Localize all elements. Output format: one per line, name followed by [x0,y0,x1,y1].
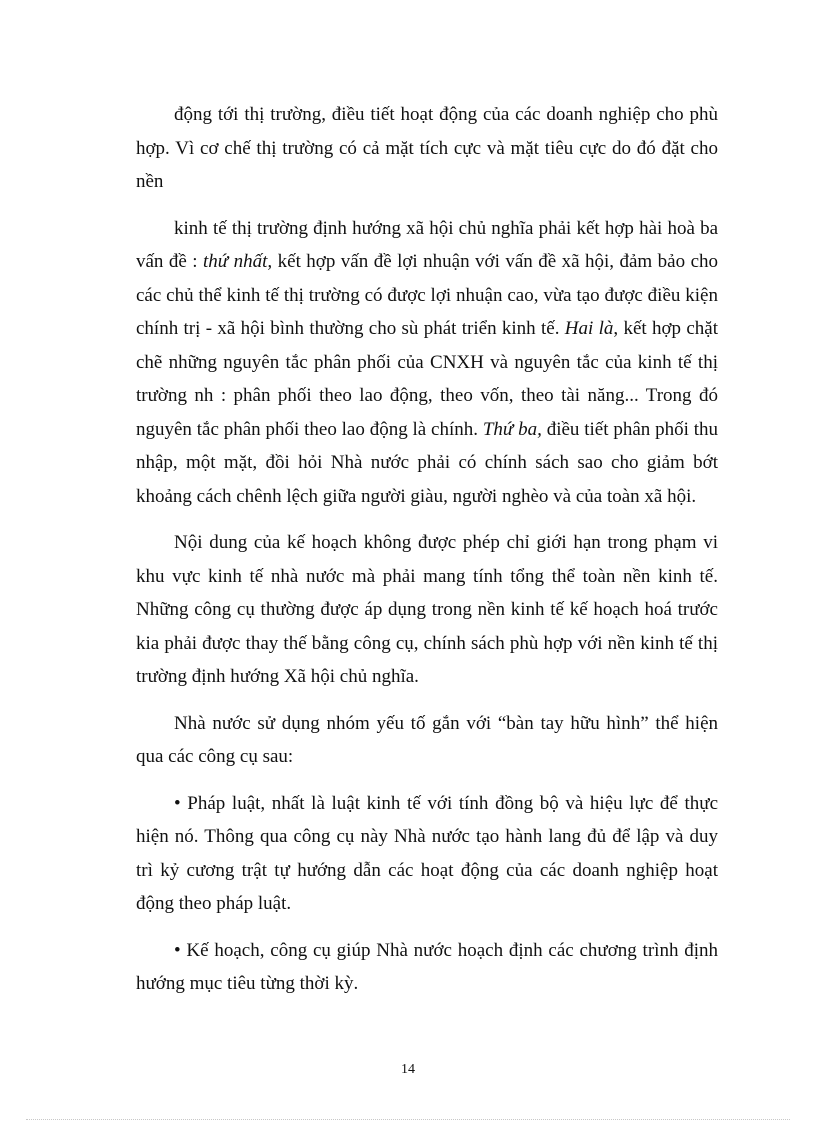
paragraph-4 [136,707,718,774]
italic-run: Hai là [564,318,614,339]
page-number: 14 [401,1062,415,1077]
paragraph-3 [136,526,718,694]
text-run: • Pháp luật, nhất là luật kinh tế với tính đồng bộ và hiệu lực để thực hiện nó. Thông qua công cụ này Nhà nước tạo hành lang đủ để lập và duy trì kỷ cương trật tự hướng dẫn các hoạt động của các doanh nghiệp hoạt động theo pháp luật. [136,792,718,914]
text-run: Nội dung của kế hoạch không được phép chỉ giới hạn trong phạm vi khu vực kinh tế nhà nước mà phải mang tính tổng thể toàn nền kinh tế. Những công cụ thường được áp dụng trong nền kinh tế kế hoạch hoá trước kia phải được thay thế bằng công cụ, chính sách phù hợp với nền kinh tế thị trường định hướng Xã hội chủ nghĩa. [136,532,718,687]
text-run: • Kế hoạch, công cụ giúp Nhà nước hoạch định các chương trình định hướng mục tiêu từng thời kỳ. [136,939,718,994]
text-run: Nhà nước sử dụng nhóm yếu tố gắn với “bàn tay hữu hình” thể hiện qua các công cụ sau: [136,712,718,767]
paragraph-1 [136,98,718,199]
bullet-paragraph-plan [136,934,718,1001]
italic-run: Thứ ba, [482,418,542,440]
footer-divider [26,1119,790,1120]
text-run: kinh tế thị trường định hướng xã hội chủ nghĩa phải kết hợp hài hoà ba vấn đề : [136,217,718,272]
text-run: động tới thị trường, điều tiết hoạt động của các doanh nghiệp cho phù hợp. Vì cơ chế thị trường có cả mặt tích cực và mặt tiêu cực do đó đặt cho nền [136,104,718,192]
paragraph-2 [136,212,718,514]
body-text [136,98,718,1001]
text-run: kết hợp vấn đề lợi nhuận với vấn đề xã hội, đảm bảo cho các chủ thể kinh tế thị trường có được lợi nhuận cao, vừa tạo được điều kiện chính trị - xã hội bình thường cho sù phát triển kinh tế. [136,251,718,339]
text-run: điều tiết phân phối thu nhập, một mặt, đồi hỏi Nhà nước phải có chính sách sao cho giảm bớt khoảng cách chênh lệch giữa người giàu, người nghèo và của toàn xã hội. [136,418,718,507]
italic-run: thứ nhất, [203,251,273,272]
bullet-paragraph-law [136,787,718,921]
text-run: , kết hợp chặt chẽ những nguyên tắc phân phối của CNXH và nguyên tắc của kinh tế thị trường nh : phân phối theo lao động, theo vốn, theo tài năng... Trong đó nguyên tắc phân phối theo lao động là chính. [136,318,719,440]
